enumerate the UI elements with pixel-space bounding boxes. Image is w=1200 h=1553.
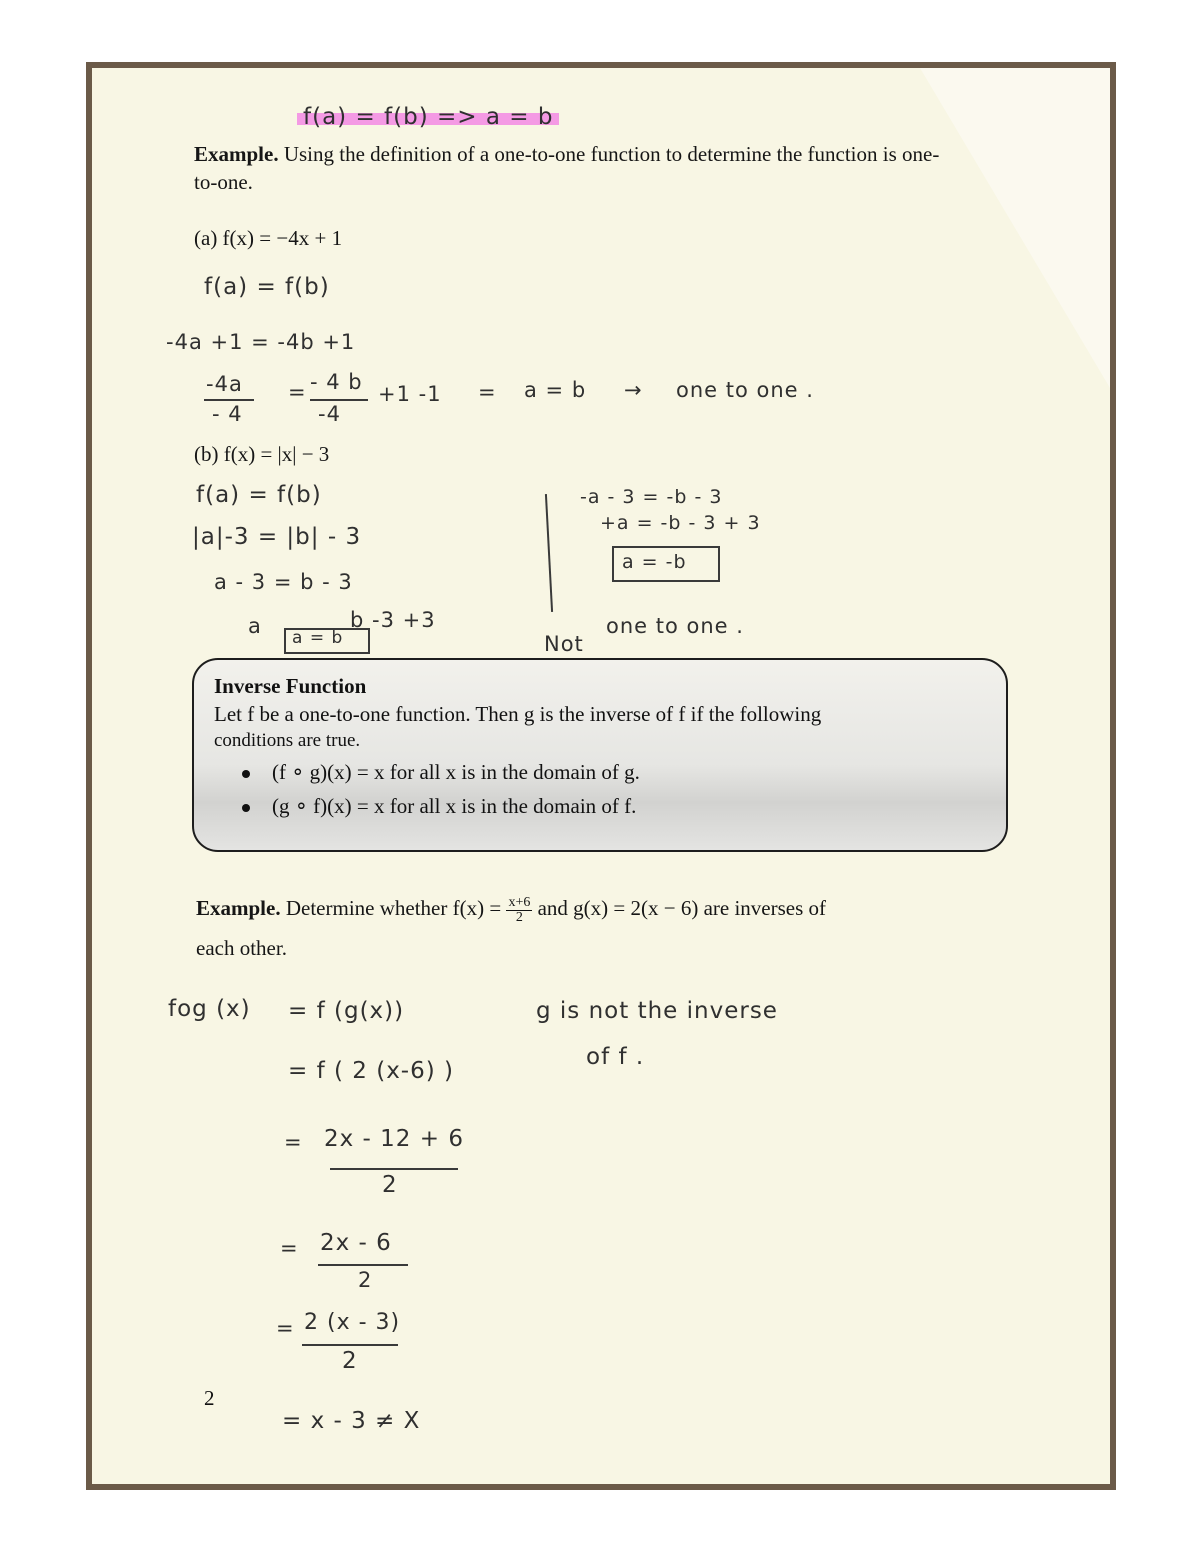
work-c-eq4: =	[280, 1236, 299, 1260]
example2-line1	[196, 894, 826, 925]
fraction-bar	[204, 399, 254, 401]
example2-label: Example.	[196, 896, 281, 920]
top-note: f(a) = f(b) => a = b	[297, 104, 559, 130]
page-number: 2	[204, 1386, 215, 1410]
work-a-line2: -4a +1 = -4b +1	[166, 330, 356, 354]
work-c-line3-num: 2x - 12 + 6	[324, 1126, 464, 1152]
definition-title: Inverse Function	[214, 674, 367, 698]
example1-paragraph	[194, 140, 954, 196]
fraction-bar	[330, 1168, 458, 1170]
work-a-conclusion: one to one .	[676, 378, 814, 402]
example1-text: Using the definition of a one-to-one function to determine the function is one-to-one.	[194, 142, 940, 194]
work-c-line4-den: 2	[358, 1268, 373, 1292]
work-a-line1: f(a) = f(b)	[204, 274, 330, 300]
worksheet-page	[92, 68, 1110, 1484]
fraction-bar	[310, 399, 368, 401]
work-c-line3-den: 2	[382, 1172, 398, 1198]
work-a-result: a = b	[524, 378, 587, 402]
example2-text-before: Determine whether f(x) =	[285, 896, 502, 920]
work-b-line4-b: b -3 +3	[350, 608, 436, 632]
example2-text-after: and g(x) = 2(x − 6) are inverses of	[537, 896, 827, 920]
work-b-right-line1: -a - 3 = -b - 3	[580, 486, 723, 508]
work-b-line2: |a|-3 = |b| - 3	[192, 524, 362, 550]
work-a-frac-right-num: - 4 b	[310, 370, 363, 394]
fraction-bar	[318, 1264, 408, 1266]
arrow-icon: →	[624, 378, 643, 402]
work-c-eq5: =	[276, 1316, 295, 1340]
work-c-line2: = f ( 2 (x-6) )	[288, 1058, 454, 1084]
work-b-line4-a: a	[248, 614, 262, 638]
example2-fraction	[506, 896, 532, 925]
definition-bullet1	[242, 760, 640, 785]
part-b-heading: (b) f(x) = |x| − 3	[194, 442, 330, 466]
work-c-line5-den: 2	[342, 1348, 358, 1374]
work-a-frac-left-num: -4a	[206, 372, 243, 396]
example2-line2: each other.	[196, 936, 287, 960]
work-b-line1: f(a) = f(b)	[196, 482, 322, 508]
work-c-side2: of f .	[586, 1044, 645, 1070]
work-c-side1: g is not the inverse	[536, 998, 778, 1024]
bullet2-text: (g ∘ f)(x) = x for all x is in the domain of f.	[272, 794, 637, 818]
work-b-not: Not	[544, 632, 584, 656]
work-a-equals: =	[288, 380, 307, 404]
work-c-line6: = x - 3 ≠ X	[282, 1408, 421, 1434]
work-b-line3: a - 3 = b - 3	[214, 570, 353, 594]
work-c-line1-right: = f (g(x))	[288, 998, 405, 1024]
work-c-eq3: =	[284, 1130, 303, 1154]
work-b-box-text: a = b	[292, 628, 344, 648]
work-a-tail: +1 -1	[378, 382, 442, 406]
fraction-denominator: 2	[515, 909, 523, 925]
divider-line	[545, 494, 553, 612]
bullet-icon	[242, 770, 250, 778]
folded-page-corner	[920, 68, 1110, 388]
work-b-conclusion: one to one .	[606, 614, 744, 638]
work-a-frac-left-den: - 4	[212, 402, 243, 426]
fraction-bar	[302, 1344, 398, 1346]
boxed-answer-right	[612, 546, 720, 582]
work-a-frac-right-den: -4	[318, 402, 341, 426]
highlighted-note	[297, 104, 559, 130]
part-a-heading: (a) f(x) = −4x + 1	[194, 226, 343, 250]
work-a-eq2: =	[478, 380, 497, 404]
bullet1-text: (f ∘ g)(x) = x for all x is in the domain of g.	[272, 760, 640, 784]
definition-line1: Let f be a one-to-one function. Then g is the inverse of f if the following	[214, 702, 822, 726]
work-c-line5-num: 2 (x - 3)	[304, 1310, 401, 1335]
definition-line2: conditions are true.	[214, 730, 361, 751]
work-c-line4-num: 2x - 6	[320, 1230, 392, 1256]
definition-bullet2	[242, 794, 636, 819]
bullet-icon	[242, 804, 250, 812]
work-b-right-line2: +a = -b - 3 + 3	[600, 512, 761, 534]
boxed-answer	[284, 628, 370, 654]
example1-label: Example.	[194, 142, 279, 166]
fraction-numerator: x+6	[508, 894, 531, 910]
inverse-function-definition-box	[192, 658, 1008, 852]
work-b-right-box-text: a = -b	[622, 551, 687, 573]
work-c-line1-left: fog (x)	[168, 996, 251, 1022]
